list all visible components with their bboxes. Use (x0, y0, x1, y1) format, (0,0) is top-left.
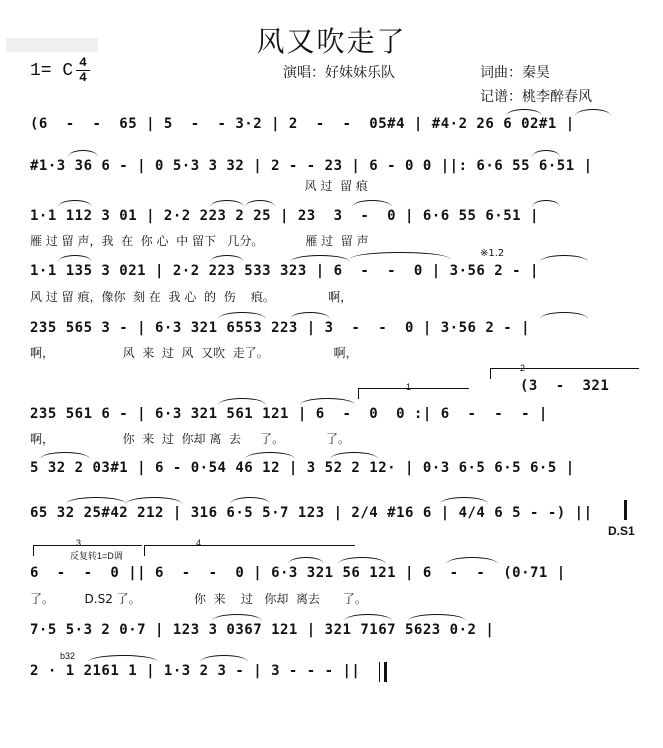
time-signature (76, 57, 90, 84)
slur (218, 398, 266, 405)
bottom-margin (0, 700, 663, 748)
slur (540, 255, 588, 262)
slur (330, 452, 378, 459)
music-row-8: 65 32 25#42 212 | 316 6·5 5·7 123 | 2/4 #16 6 | 4/4 6 5 - -) || (30, 505, 593, 521)
slur (532, 200, 560, 207)
segno-1-2: ※1.2 (480, 248, 505, 259)
slur (540, 312, 588, 319)
page-title: 风又吹走了 (256, 25, 407, 58)
volta-2-label: 2 (520, 363, 526, 373)
lyrics-row-4: 风 过 留 痕，像你 刻 在 我 心 的 伤 痕。 啊， (30, 290, 353, 304)
volta-3-label: 3 (76, 538, 82, 548)
slur (300, 398, 355, 405)
final-thin-bar (379, 662, 380, 682)
slur (218, 312, 266, 319)
volta-1-label: 1 (406, 382, 412, 392)
key-signature: 1= C (30, 61, 74, 81)
slur (58, 255, 92, 262)
slur (200, 655, 248, 662)
music-row-11: 2 · 1 2161 1 | 1·3 2 3 - | 3 - - - || (30, 663, 361, 679)
slur (245, 452, 295, 459)
slur (532, 150, 560, 157)
slur (344, 614, 392, 621)
final-bar (384, 662, 387, 682)
end-bar (624, 500, 627, 520)
music-row-7: 5 32 2 03#1 | 6 - 0·54 46 12 | 3 52 2 12· | 0·3 6·5 6·5 6·5 | (30, 460, 575, 476)
slur (230, 497, 270, 504)
music-row-4: 1·1 135 3 021 | 2·2 223 533 323 | 6 - - 0 | 3·56 2 - | (30, 263, 539, 279)
slur (440, 497, 488, 504)
slur (68, 150, 98, 157)
music-row-10: 7·5 5·3 2 0·7 | 123 3 0367 121 | 321 7167 5623 0·2 | (30, 622, 495, 638)
lyrics-row-9: 了。 D.S2 了。 你 来 过 你却 离去 了。 (30, 592, 367, 606)
slur (290, 255, 350, 262)
slur (575, 109, 611, 116)
time-sig-top: 4 (79, 55, 87, 70)
slur (88, 655, 158, 662)
music-row-2: #1·3 36 6 - | 0 5·3 3 32 | 2 - - 23 | 6 - 0 0 ||: 6·6 55 6·51 | (30, 158, 593, 174)
lyrics-row-3: 雁 过 留 声，我 在 你 心 中 留下 几分。 雁 过 留 声 (30, 234, 369, 248)
slur (58, 200, 92, 207)
lyrics-row-6: 啊， 你 来 过 你却 离 去 了。 了。 (30, 432, 351, 446)
music-row-1: (6 - - 65 | 5 - - 3·2 | 2 - - 05#4 | #4·2 26 6 02#1 | (30, 116, 575, 132)
slur (126, 497, 182, 504)
ds1-label: D.S1 (608, 524, 635, 538)
music-row-3: 1·1 112 3 01 | 2·2 223 2 25 | 23 3 - 0 | 6·6 55 6·51 | (30, 208, 539, 224)
slur (506, 109, 542, 116)
lyrics-row-2: 风 过 留 痕 (30, 179, 368, 193)
volta-bracket-1 (358, 388, 469, 399)
singer-credit: 演唱：好妹妹乐队 (283, 65, 395, 81)
lyrics-row-5: 啊， 风 来 过 风 又吹 走了。 啊， (30, 346, 358, 360)
time-sig-bottom: 4 (79, 70, 87, 85)
volta-bracket-4 (144, 545, 355, 556)
slur (66, 497, 126, 504)
transcriber-credit: 记谱：桃李醉春风 (480, 89, 592, 105)
music-row-6: 235 561 6 - | 6·3 321 561 121 | 6 - 0 0 :| 6 - - - | (30, 406, 548, 422)
volta-2-start: (3 - 321 (520, 378, 610, 394)
slur (352, 200, 392, 207)
slur (338, 557, 386, 564)
slur (408, 614, 466, 621)
slur (210, 200, 244, 207)
slur (350, 252, 450, 259)
slur (290, 312, 330, 319)
composer-credit: 词曲：秦昊 (480, 65, 550, 81)
slur (212, 614, 262, 621)
slur (245, 200, 275, 207)
music-row-5: 235 565 3 - | 6·3 321 6553 223 | 3 - - 0 | 3·56 2 - | (30, 320, 531, 336)
slur (446, 557, 498, 564)
slur (40, 452, 90, 459)
repeat-note: 反复转1=D调 (70, 551, 123, 561)
grace-note: b32 (60, 651, 76, 661)
slur (210, 255, 244, 262)
music-row-9: 6 - - 0 || 6 - - 0 | 6·3 321 56 121 | 6 - - (0·71 | (30, 565, 566, 581)
volta-4-label: 4 (196, 538, 202, 548)
slur (288, 557, 324, 564)
